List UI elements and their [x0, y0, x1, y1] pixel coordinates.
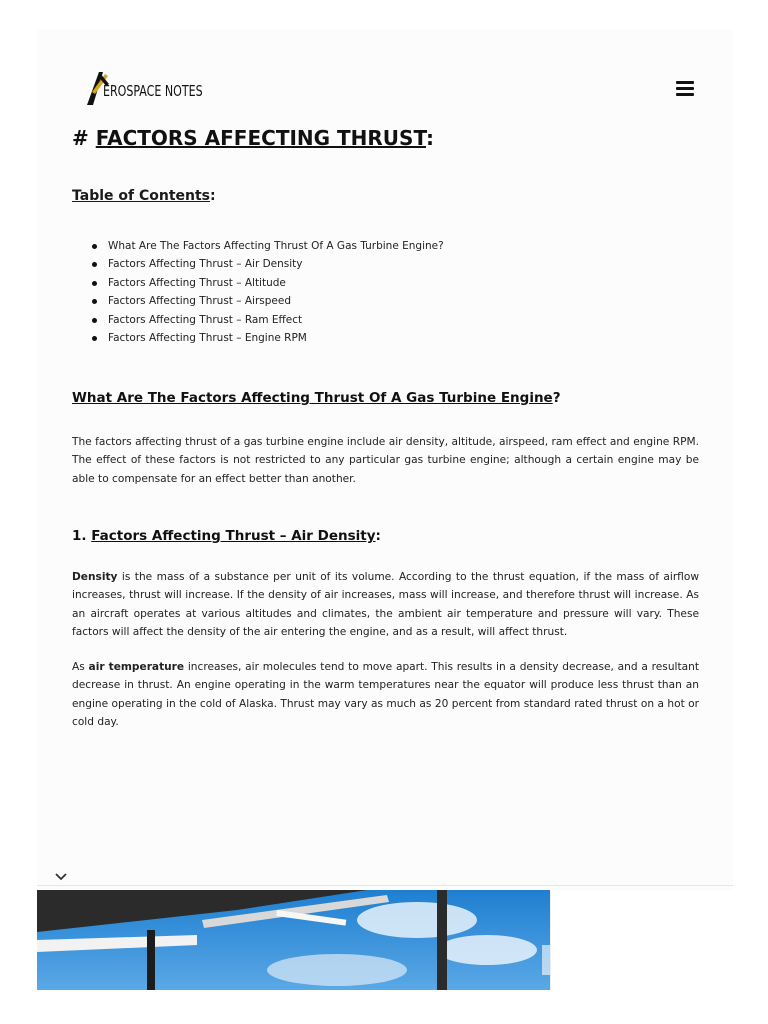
site-header [37, 30, 733, 120]
toc-item[interactable]: Factors Affecting Thrust – Engine RPM [72, 329, 444, 347]
air-temperature-paragraph: As air temperature increases, air molecules tend to move apart. This results in a density decrease, and a resultant decrease in thrust. An engine operating in the warm temperatures near the equator will produce less thrust than an engine operating in the cold of Alaska. Thrust may vary as much as 20 percent from standard rated thrust on a hot or cold day. [72, 661, 699, 729]
page-title: # FACTORS AFFECTING THRUST: [72, 126, 434, 150]
page-container [37, 30, 733, 990]
section-heading-air-density: 1. Factors Affecting Thrust – Air Density: [72, 528, 381, 544]
toc-item[interactable]: Factors Affecting Thrust – Air Density [72, 255, 444, 273]
ad-image [37, 890, 550, 990]
table-of-contents [72, 237, 444, 347]
intro-paragraph: The factors affecting thrust of a gas turbine engine include air density, altitude, airspeed, ram effect and engine RPM. The effect of these factors is not restricted to any particular gas turbine engine; although a certain engine may be able to compensate for an effect better than another. [72, 436, 699, 485]
toc-item[interactable]: Factors Affecting Thrust – Altitude [72, 274, 444, 292]
toc-item[interactable]: What Are The Factors Affecting Thrust Of A Gas Turbine Engine? [72, 237, 444, 255]
toc-item[interactable]: Factors Affecting Thrust – Airspeed [72, 292, 444, 310]
ad-side-panel [550, 890, 734, 990]
density-paragraph: Density is the mass of a substance per unit of its volume. According to the thrust equation, if the mass of airflow increases, thrust will increase. If the density of air increases, mass will increase, and therefore thrust will increase. As an aircraft operates at various altitudes and climates, the ambient air temperature and pressure will vary. These factors will affect the density of the air entering the engine, and as a result, will affect thrust. [72, 571, 699, 639]
chevron-down-icon[interactable] [54, 872, 68, 882]
toc-item[interactable]: Factors Affecting Thrust – Ram Effect [72, 311, 444, 329]
ad-divider [37, 885, 733, 886]
hamburger-menu-icon[interactable] [676, 81, 694, 97]
logo-text: EROSPACE NOTES [103, 82, 203, 100]
toc-heading: Table of Contents: [72, 188, 216, 204]
advertisement-banner[interactable] [37, 890, 550, 990]
site-logo[interactable] [83, 70, 213, 106]
section-heading-intro: What Are The Factors Affecting Thrust Of A Gas Turbine Engine? [72, 390, 561, 406]
